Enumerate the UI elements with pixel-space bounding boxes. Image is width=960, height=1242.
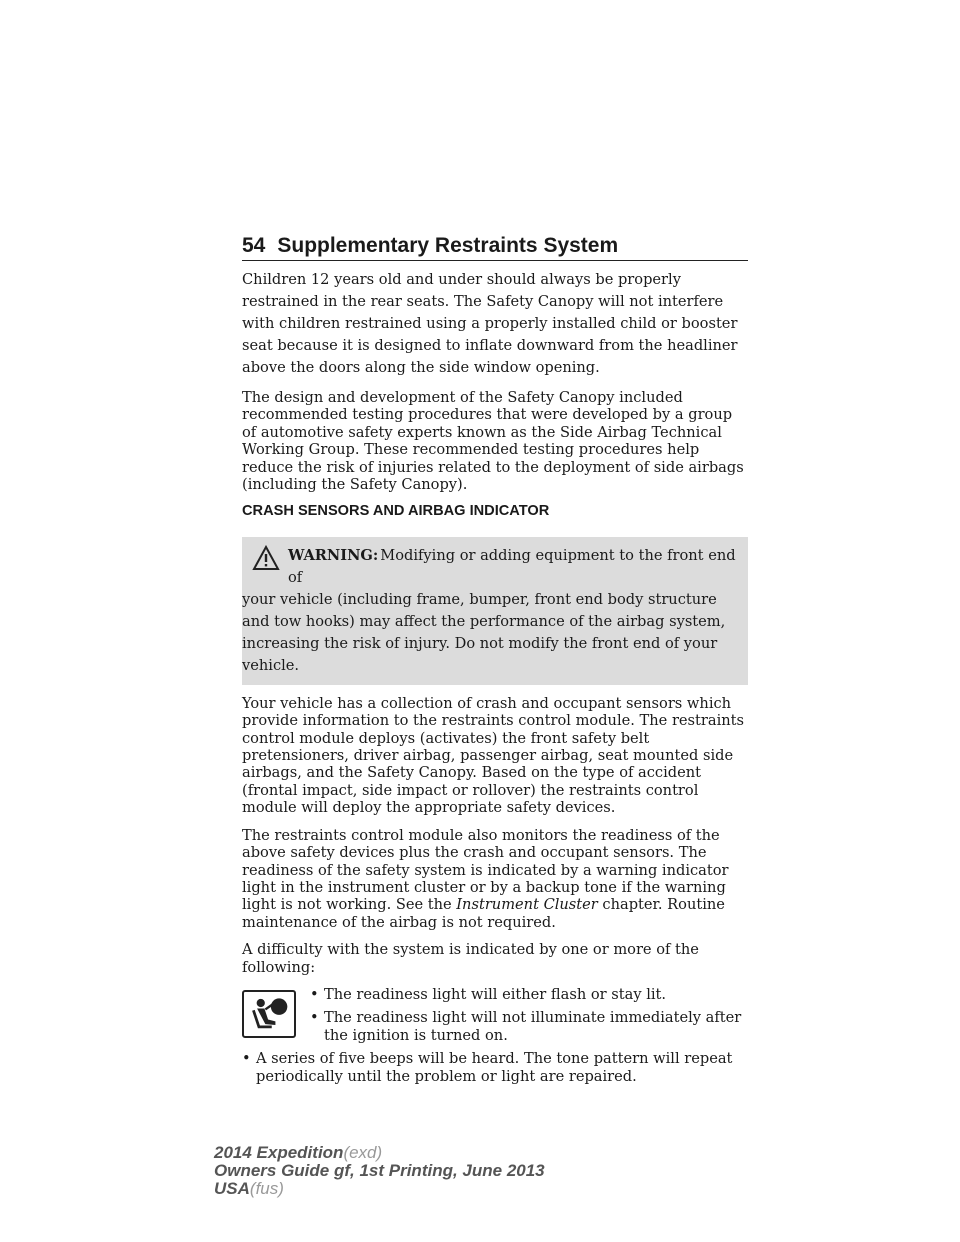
paragraph-children-restraint: Children 12 years old and under should always be properly restrained in the rear seats. The Safety Canopy will not interfere with children restrained using a properly installed child or booster seat because it is designed to inflate downward from the headliner above the doors along the side window opening.	[242, 271, 738, 376]
paragraph-readiness	[242, 827, 748, 931]
paragraph-difficulty: A difficulty with the system is indicated by one or more of the following:	[242, 941, 699, 976]
list-item-text: A series of five beeps will be heard. The tone pattern will repeat periodically until the problem or light are repaired.	[256, 1050, 733, 1085]
bullet-marker: •	[310, 1009, 319, 1027]
page-number: 54	[242, 234, 266, 257]
footer-line-market	[214, 1180, 545, 1198]
footer-market-code: (fus)	[249, 1179, 284, 1198]
list-item-text: The readiness light will not illuminate immediately after the ignition is turned on.	[324, 1009, 742, 1044]
warning-box	[242, 537, 748, 685]
footer-market: USA	[214, 1179, 250, 1198]
footer-printing: Owners Guide gf, 1st Printing, June 2013	[214, 1161, 545, 1180]
bullet-list	[310, 986, 748, 1050]
paragraph-sensors: Your vehicle has a collection of crash and occupant sensors which provide information to the restraints control module. The restraints control module deploys (activates) the front safety belt pretensioners, driver airbag, passenger airbag, seat mounted side airbags, and the Safety Canopy. Based on the type of accident (frontal impact, side impact or rollover) the restraints control module will deploy the appropriate safety devices.	[242, 694, 745, 817]
airbag-indicator-icon	[242, 990, 296, 1038]
bullet-marker: •	[242, 1050, 251, 1068]
page-body	[242, 269, 748, 1091]
warning-label: WARNING:	[288, 546, 379, 564]
list-item	[242, 1050, 748, 1085]
section-heading: CRASH SENSORS AND AIRBAG INDICATOR	[242, 503, 550, 520]
footer-model: 2014 Expedition	[214, 1143, 344, 1162]
page-header	[242, 231, 748, 261]
bullet-marker: •	[310, 985, 319, 1003]
paragraph-safety-canopy-testing: The design and development of the Safety Canopy included recommended testing procedures that were developed by a group of automotive safety experts known as the Side Airbag Technical Working Group. These recommended testing procedures help reduce the risk of injuries related to the deployment of side airbags (including the Safety Canopy).	[242, 389, 744, 494]
list-item	[310, 986, 748, 1003]
warning-triangle-icon	[252, 545, 280, 571]
paragraph-readiness-text: The restraints control module also monitors the readiness of the above safety devices plus the crash and occupant sensors. The readiness of the safety system is indicated by a warning indicator light in the instrument cluster or by a backup tone if the warning light is not working. See the	[242, 826, 729, 914]
list-item-text: The readiness light will either flash or stay lit.	[324, 985, 667, 1003]
page-footer	[214, 1144, 545, 1198]
warning-text-line1: Modifying or adding equipment to the front end of	[288, 546, 736, 586]
indicator-row	[242, 986, 748, 1050]
instrument-cluster-reference: Instrument Cluster	[456, 896, 598, 914]
list-item	[310, 1009, 748, 1044]
footer-model-code: (exd)	[343, 1143, 383, 1162]
paragraph-readiness-tail: chapter. Routine maintenance of the airbag is not required.	[242, 896, 725, 931]
warning-text: your vehicle (including frame, bumper, front end body structure and tow hooks) may affect the performance of the airbag system, increasing the risk of injury. Do not modify the front end of your vehicle.	[242, 590, 726, 674]
footer-line-model	[214, 1144, 545, 1162]
chapter-title: Supplementary Restraints System	[277, 234, 619, 257]
warning-first-line	[242, 545, 736, 589]
